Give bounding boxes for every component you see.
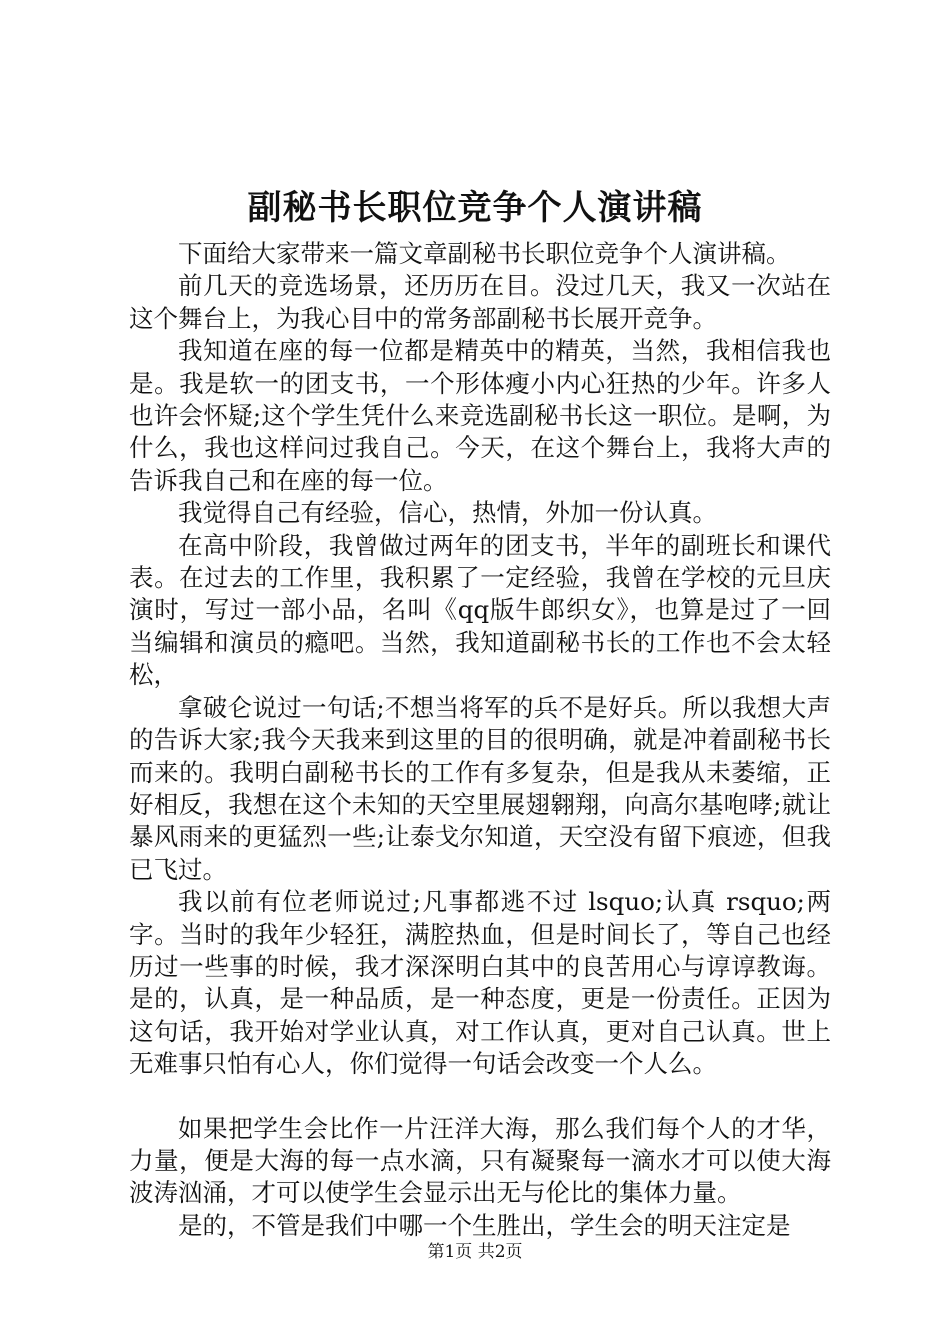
- document-title: 副秘书长职位竞争个人演讲稿: [247, 188, 703, 228]
- document-body: [129, 238, 831, 1242]
- paragraph-qualities: 我觉得自己有经验，信心，热情，外加一份认真。: [178, 498, 717, 528]
- paragraph-ambition: 拿破仑说过一句话;不想当将军的兵不是好兵。所以我想大声的告诉大家;我今天我来到这里的目的很明确，就是冲着副秘书长而来的。我明白副秘书长的工作有多复杂，但是我从未萎缩，正好相反，我想在这个未知的天空里展翅翱翔，向高尔基咆哮;就让暴风雨来的更猛烈一些;让泰戈尔知道，天空没有留下痕迹，但我已飞过。: [129, 692, 831, 884]
- paragraph-experience: 在高中阶段，我曾做过两年的团支书，半年的副班长和课代表。在过去的工作里，我积累了一定经验，我曾在学校的元旦庆演时，写过一部小品，名叫《qq版牛郎织女》，也算是过了一回当编辑和演员的瘾吧。当然，我知道副秘书长的工作也不会太轻松，: [129, 530, 831, 690]
- page-footer: 第1页 共2页: [427, 1242, 523, 1262]
- paragraph-closing: 是的，不管是我们中哪一个生胜出，学生会的明天注定是: [178, 1210, 791, 1240]
- paragraph-ocean-metaphor: 如果把学生会比作一片汪洋大海，那么我们每个人的才华，力量，便是大海的每一点水滴，只有凝聚每一滴水才可以使大海波涛汹涌，才可以使学生会显示出无与伦比的集体力量。: [129, 1113, 831, 1208]
- paragraph-opening: 前几天的竞选场景，还历历在目。没过几天，我又一次站在这个舞台上，为我心目中的常务部副秘书长展开竞争。: [129, 271, 831, 333]
- paragraph-intro: 下面给大家带来一篇文章副秘书长职位竞争个人演讲稿。: [178, 239, 791, 268]
- paragraph-seriousness: 我以前有位老师说过;凡事都逃不过 lsquo;认真 rsquo;两字。当时的我年少轻狂，满腔热血，但是时间长了，等自己也经历过一些事的时候，我才深深明白其中的良苦用心与谆谆教诲。是的，认真，是一种品质，是一种态度，更是一份责任。正因为这句话，我开始对学业认真，对工作认真，更对自己认真。世上无难事只怕有心人，你们觉得一句话会改变一个人么。: [129, 887, 831, 1079]
- paragraph-self-intro: 我知道在座的每一位都是精英中的精英，当然，我相信我也是。我是软一的团支书，一个形体瘦小内心狂热的少年。许多人也许会怀疑;这个学生凭什么来竞选副秘书长这一职位。是啊，为什么，我也这样问过我自己。今天，在这个舞台上，我将大声的告诉我自己和在座的每一位。: [129, 336, 831, 495]
